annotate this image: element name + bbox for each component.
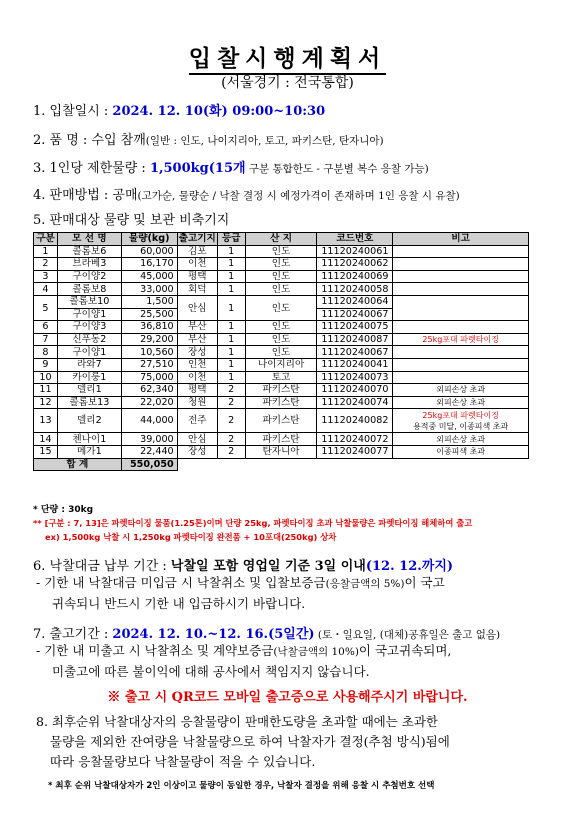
table-row [34, 346, 529, 359]
header-cell: 출고기지 [178, 233, 216, 245]
table-cell: 콜롬보13 [57, 396, 121, 409]
table-cell: 11120240082 [317, 409, 393, 433]
header-cell: 물량(kg) [121, 233, 177, 246]
table-cell: 27,510 [121, 358, 177, 371]
table-cell: 3 [34, 270, 58, 283]
table-cell: 인도 [245, 270, 317, 283]
table-cell: 청원 [177, 396, 217, 409]
table-cell: 신푸동2 [57, 333, 121, 346]
table-cell [393, 358, 529, 371]
table-cell: 합 계 [34, 458, 122, 471]
table-row [34, 384, 529, 397]
table-row [34, 333, 529, 346]
table-cell: 인도 [245, 346, 317, 359]
table-cell: 22,020 [121, 396, 177, 409]
table-cell: 구이양2 [57, 270, 121, 283]
table-row [34, 409, 529, 433]
table-cell [393, 258, 529, 271]
table-cell: 부산 [177, 333, 217, 346]
table-cell: 파키스탄 [245, 396, 317, 409]
section-3-limit: 3. 1인당 제한물량 : 1,500kg(15개 구분 통합한도 - 구분별 복수 응찰 가능) [33, 161, 429, 176]
section-2-item: 2. 품 명 : 수입 참깨(일반 : 인도, 나이지리아, 토고, 파키스탄, 탄자니아) [33, 133, 384, 148]
table-cell: 인도 [245, 258, 317, 271]
table-cell: 36,810 [121, 321, 177, 334]
table-cell: 11120240064 [317, 295, 393, 308]
table-cell: 라와7 [57, 358, 121, 371]
table-cell: 11120240058 [317, 283, 393, 296]
table-cell: 토고 [245, 371, 317, 384]
table-cell: 550,050 [121, 458, 177, 471]
table-cell: 9 [34, 358, 58, 371]
table-cell: 델리2 [57, 409, 121, 433]
table-cell: 1 [217, 371, 245, 384]
table-cell: 인도 [245, 321, 317, 334]
table-cell: 11120240087 [317, 333, 393, 346]
table-cell: 메가1 [57, 445, 121, 458]
table-cell [393, 295, 529, 320]
header-cell: 산 지 [245, 233, 317, 246]
table-cell: 1,500 [121, 295, 177, 308]
table-cell: 16,170 [121, 258, 177, 271]
table-cell: 1 [217, 358, 245, 371]
table-cell: 25,500 [121, 308, 177, 321]
table-cell: 6 [34, 321, 58, 334]
table-cell: 33,000 [121, 283, 177, 296]
table-cell: 파키스탄 [245, 433, 317, 446]
table-cell [393, 321, 529, 334]
table-cell: 인도 [245, 333, 317, 346]
table-cell: 인도 [245, 283, 317, 296]
table-cell [393, 245, 529, 258]
table-cell: 1 [217, 245, 245, 258]
table-cell: 안심 [177, 295, 217, 320]
pallet-note: ** [구분 : 7, 13]은 파렛타이징 물품(1.25톤)이며 단량 25kg, 파렛타이징 초과 낙찰물량은 파렛타이징 해체하여 출고 ex) 1,500kg 낙찰 시 1,250kg 파렛타이징 완전품 + 10포대(250kg) 상차 [33, 518, 473, 542]
table-row [34, 321, 529, 334]
table-cell: 부산 [177, 321, 217, 334]
table-cell: 14 [34, 433, 58, 446]
table-cell: 1 [217, 270, 245, 283]
section-7-shipping: 7. 출고기간 : 2024. 12. 10.~12. 16.(5일간) (토・일요일, (대체)공휴일은 출고 없음) [33, 627, 501, 642]
header-cell: 등급 [217, 233, 245, 246]
table-cell: 이천 [177, 258, 217, 271]
table-cell: 파키스탄 [245, 409, 317, 433]
table-cell: 13 [34, 409, 58, 433]
table-cell: 나이지리아 [245, 358, 317, 371]
table-cell: 첸나이1 [57, 433, 121, 446]
section-4-method: 4. 판매방법 : 공매(고가순, 물량순 / 낙찰 결정 시 예정가격이 존재하며 1인 응찰 시 유찰) [33, 188, 460, 203]
table-row [34, 358, 529, 371]
table-cell: 평택 [177, 384, 217, 397]
table-cell: 브라베3 [57, 258, 121, 271]
sales-table [33, 232, 529, 471]
table-cell: 회덕 [177, 283, 217, 296]
table-cell: 7 [34, 333, 58, 346]
table-header [34, 233, 529, 246]
table-cell: 1 [217, 346, 245, 359]
table-cell: 인천 [177, 358, 217, 371]
table-cell: 25kg포대 파렛타이징 용적중 미달, 이종피색 초과 [393, 409, 529, 433]
table-cell: 2 [217, 433, 245, 446]
table-cell: 75,000 [121, 371, 177, 384]
table-cell: 장성 [177, 445, 217, 458]
table-row [34, 396, 529, 409]
table-cell: 11120240074 [317, 396, 393, 409]
table-cell: 이천 [177, 371, 217, 384]
table-row [34, 283, 529, 296]
table-cell: 외피손상 초과 [393, 384, 529, 397]
footnote: * 최후 순위 낙찰대상자가 2인 이상이고 물량이 동일한 경우, 낙찰자 결정을 위해 응찰 시 추첨번호 선택 [48, 781, 435, 791]
table-cell: 전주 [177, 409, 217, 433]
header-cell: 비고 [393, 233, 529, 246]
table-row [34, 295, 529, 308]
table-cell: 39,000 [121, 433, 177, 446]
table-cell: 콜롬보8 [57, 283, 121, 296]
table-cell: 11120240041 [317, 358, 393, 371]
table-cell: 11120240070 [317, 384, 393, 397]
table-total-row [34, 458, 529, 471]
table-cell: 2 [34, 258, 58, 271]
header-cell: 코드번호 [317, 233, 393, 246]
table-cell: 25kg포대 파렛타이징 [393, 333, 529, 346]
table-cell: 10 [34, 371, 58, 384]
table-cell: 델리1 [57, 384, 121, 397]
table-cell: 1 [217, 333, 245, 346]
page-subtitle: (서울경기 : 전국통합) [221, 75, 354, 91]
section-8-text: 8. 최후순위 낙찰대상자의 응찰물량이 판매한도량을 초과할 때에는 초과한 물량을 제외한 잔여량을 낙찰물량으로 하여 낙찰자가 결정(추첨 방식)됨에 따라 응찰물량보다 낙찰물량이 적을 수 있습니다. [36, 714, 450, 769]
table-cell: 콜롬보6 [57, 245, 121, 258]
table-cell: 11120240061 [317, 245, 393, 258]
table-cell: 60,000 [121, 245, 177, 258]
table-cell: 파키스탄 [245, 384, 317, 397]
table-cell [393, 371, 529, 384]
table-cell: 장성 [177, 346, 217, 359]
table-cell: 29,200 [121, 333, 177, 346]
table-cell: 11120240075 [317, 321, 393, 334]
header-cell: 모 선 명 [57, 233, 121, 246]
table-cell: 11120240069 [317, 270, 393, 283]
table-cell: 이종피색 초과 [393, 445, 529, 458]
table-cell: 22,440 [121, 445, 177, 458]
table-cell: 2 [217, 409, 245, 433]
table-cell: 인도 [245, 245, 317, 258]
table-row [34, 245, 529, 258]
table-row [34, 258, 529, 271]
table-cell: 11120240067 [317, 346, 393, 359]
table-cell: 외피손상 초과 [393, 396, 529, 409]
section-7-text: - 기한 내 미출고 시 낙찰취소 및 계약보증금(낙찰금액의 10%)이 국고귀속되며, 미출고에 따른 불이익에 대해 공사에서 책임지지 않습니다. [36, 643, 452, 679]
table-cell: 구이양3 [57, 321, 121, 334]
header-cell: 구분 [34, 233, 58, 246]
table-row [34, 371, 529, 384]
table-cell: 구이양1 [57, 308, 121, 321]
table-cell: 2 [217, 396, 245, 409]
table-row [34, 270, 529, 283]
table-cell: 외피손상 초과 [393, 433, 529, 446]
table-cell: 8 [34, 346, 58, 359]
table-cell: 1 [217, 321, 245, 334]
table-row [34, 433, 529, 446]
table-cell: 11120240062 [317, 258, 393, 271]
table-cell: 인도 [245, 295, 317, 320]
table-cell: 1 [217, 283, 245, 296]
table-cell: 11 [34, 384, 58, 397]
table-cell: 11120240077 [317, 445, 393, 458]
table-cell: 4 [34, 283, 58, 296]
table-cell: 2 [217, 445, 245, 458]
table-cell: 10,560 [121, 346, 177, 359]
table-cell [393, 270, 529, 283]
table-cell: 11120240067 [317, 308, 393, 321]
table-cell: 1 [217, 295, 245, 320]
table-cell: 2 [217, 384, 245, 397]
table-row [34, 445, 529, 458]
table-cell: 안심 [177, 433, 217, 446]
table-cell: 15 [34, 445, 58, 458]
unit-note: * 단량 : 30kg [33, 505, 94, 515]
section-5-heading: 5. 판매대상 물량 및 보관 비축기지 [33, 213, 230, 228]
table-cell: 62,340 [121, 384, 177, 397]
table-cell: 구이양1 [57, 346, 121, 359]
table-cell: 5 [34, 295, 58, 320]
table-cell: 11120240072 [317, 433, 393, 446]
table-cell [393, 283, 529, 296]
page-title: 입찰시행계획서 [0, 40, 575, 73]
table-cell: 김포 [177, 245, 217, 258]
table-cell: 12 [34, 396, 58, 409]
table-cell: 11120240073 [317, 371, 393, 384]
qr-warning: ※ 출고 시 QR코드 모바일 출고증으로 사용해주시기 바랍니다. [107, 690, 468, 705]
section-6-payment: 6. 낙찰대금 납부 기간 : 낙찰일 포함 영업일 기준 3일 이내(12. 12.까지) [33, 559, 454, 574]
table-cell: 카이룽1 [57, 371, 121, 384]
table-cell: 탄자니아 [245, 445, 317, 458]
table-cell: 1 [34, 245, 58, 258]
table-cell: 45,000 [121, 270, 177, 283]
table-cell: 평택 [177, 270, 217, 283]
section-6-text: - 기한 내 낙찰대금 미입금 시 낙찰취소 및 입찰보증금(응찰금액의 5%)이 국고 귀속되니 반드시 기한 내 입금하시기 바랍니다. [36, 575, 445, 611]
table-cell: 44,000 [121, 409, 177, 433]
table-cell: 1 [217, 258, 245, 271]
table-cell: 콜롬보10 [57, 295, 121, 308]
section-1-bid-date: 1. 입찰일시 : 2024. 12. 10(화) 09:00~10:30 [33, 104, 326, 119]
table-cell [393, 346, 529, 359]
